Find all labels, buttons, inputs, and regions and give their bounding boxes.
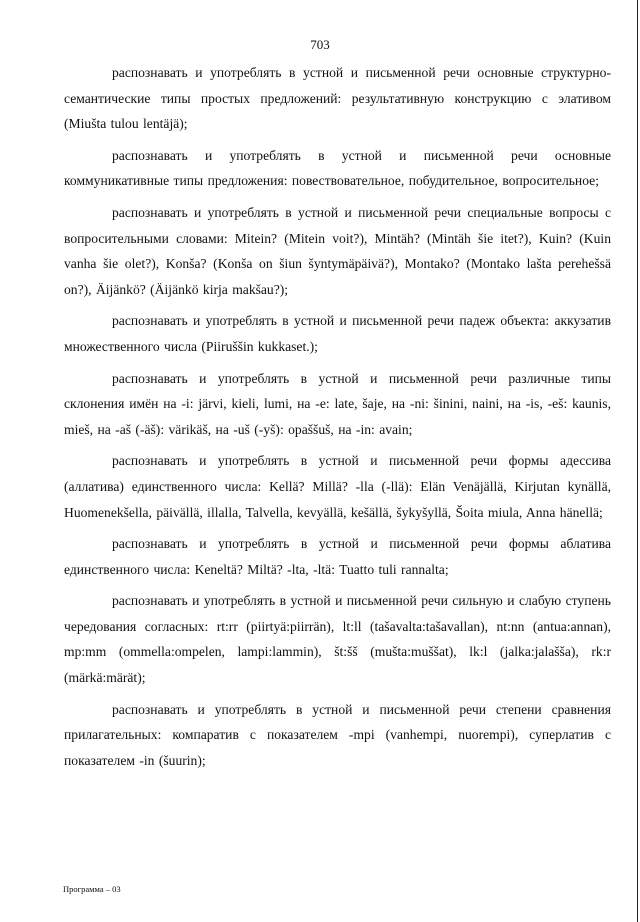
paragraph-3: распознавать и употреблять в устной и письменной речи специальные вопросы с вопросительными словами: Mitein? (Mitein voit?), Mintäh? (Mintäh šie itet?), Kuin? (Kuin vanha šie olet?), Konša? (Konša on šiun šyntymäpäivä?), Montako? (Montako lašta perehešsä on?), Äijänkö? (Äijänkö kirja makšau?);: [64, 204, 611, 297]
paragraph-2: распознавать и употреблять в устной и письменной речи основные коммуникативные типы предложения: повествовательное, побудительное, вопросительное;: [64, 147, 611, 189]
paragraph-7: распознавать и употреблять в устной и письменной речи формы аблатива единственного числа: Keneltä? Miltä? -lta, -ltä: Tuatto tuli rannalta;: [64, 536, 611, 577]
paragraph-8: распознавать и употреблять в устной и письменной речи сильную и слабую ступень чередования согласных: rt:rr (piirtyä:piirrän), lt:ll (tašavalta:tašavallan), nt:nn (antua:annan), mp:mm (ommella:ompelen, lampi:lammin), št:šš (mušta:muššat), lk:l (jalka:jalašša), rk:r (märkä:märät);: [64, 593, 611, 686]
page-footer: Программа – 03: [63, 884, 121, 894]
paragraph-9: распознавать и употреблять в устной и письменной речи степени сравнения прилагательных: компаратив с показателем -mpi (vanhempi, nuorempi), суперлатив с показателем -in (šuurin);: [64, 701, 611, 768]
paragraph-5: распознавать и употреблять в устной и письменной речи различные типы склонения имён на -i: järvi, kieli, lumi, на -e: late, šaje, на -ni: šinini, naini, на -is, -eš: kaunis, mieš, на -aš (-äš): värikäš, на -uš (-yš): opaššuš, на -in: avain;: [64, 370, 611, 437]
page-content: [64, 60, 611, 779]
scan-edge-line: [637, 0, 638, 922]
paragraph-1: распознавать и употреблять в устной и письменной речи основные структурно-семантические типы простых предложений: результативную конструкцию с элативом (Miušta tulou lentäjä);: [64, 65, 611, 132]
paragraph-6: распознавать и употреблять в устной и письменной речи формы адессива (аллатива) единственного числа: Kellä? Millä? -lla (-llä): Elän Venäjällä, Kirjutan kynällä, Huomenekšella, päivällä, illalla, Talvella, kevyällä, kešällä, šykyšyllä, Šoita miula, Anna hänellä;: [64, 453, 611, 520]
paragraph-4: распознавать и употреблять в устной и письменной речи падеж объекта: аккузатив множественного числа (Piiruššin kukkaset.);: [64, 313, 611, 354]
page-number: 703: [310, 37, 330, 52]
